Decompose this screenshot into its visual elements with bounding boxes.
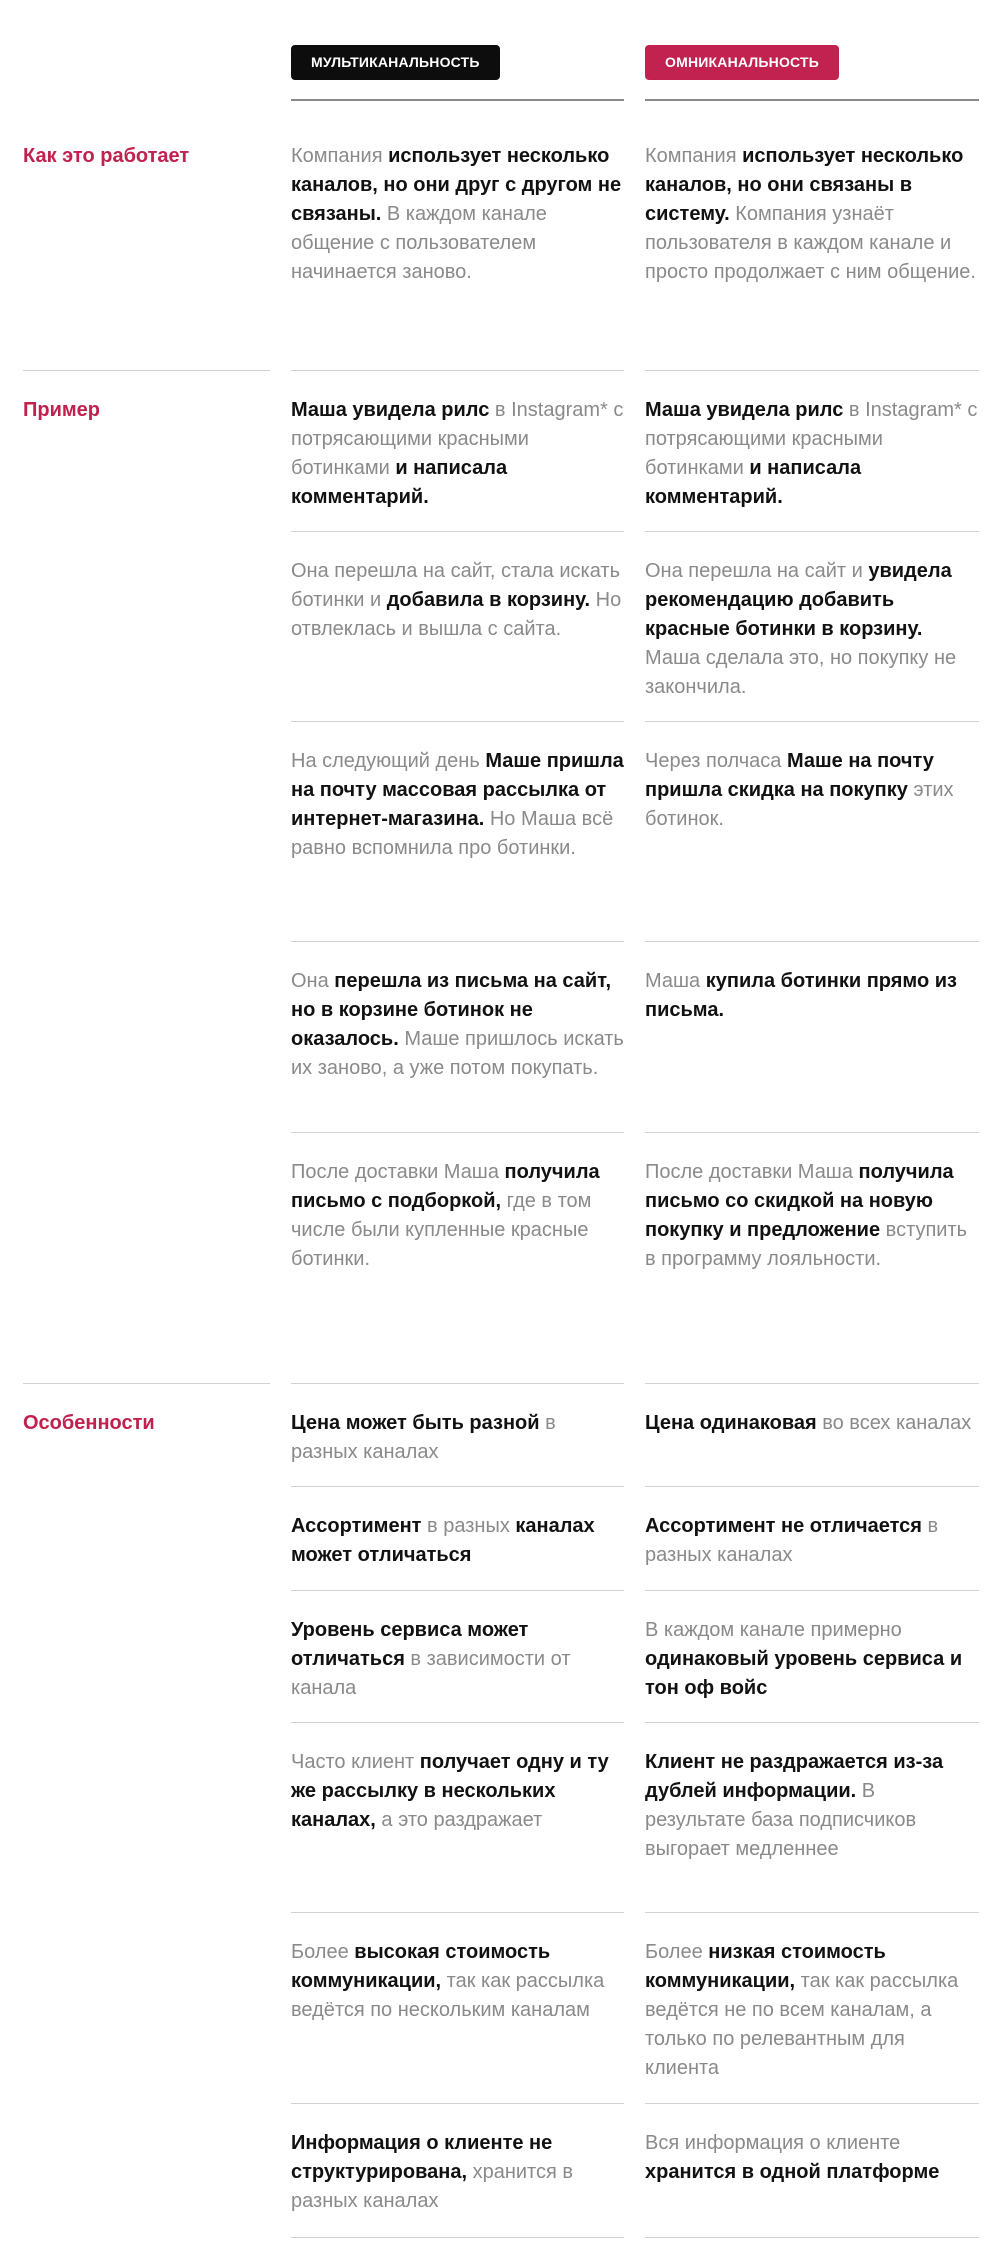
highlight-text: Ассортимент не отличается	[645, 1515, 922, 1537]
features-omnichannel-cell	[645, 1512, 981, 1570]
highlight-text: каналах может отличаться	[291, 1515, 595, 1566]
highlight-text: получает одну и ту же рассылку в нескольких каналах,	[291, 1751, 609, 1831]
body-text: Она перешла на сайт и	[645, 560, 869, 582]
omnichannel-header	[645, 45, 979, 101]
row-divider	[291, 2103, 624, 2104]
body-text: Компания узнаёт пользователя в каждом канале и просто продолжает с ним общение.	[645, 203, 976, 283]
example-multichannel-cell	[291, 1158, 627, 1274]
example-multichannel-cell	[291, 396, 627, 512]
features-omnichannel-cell	[645, 1938, 981, 2083]
features-multichannel-cell	[291, 1616, 627, 1703]
example-multichannel-cell	[291, 557, 627, 644]
body-text: В каждом канале общение с пользователем начинается заново.	[291, 203, 547, 283]
row-divider	[291, 1383, 624, 1384]
highlight-text: Ассортимент	[291, 1515, 422, 1537]
how-it-works-omnichannel-cell	[645, 142, 981, 287]
features-multichannel-cell	[291, 1512, 627, 1570]
row-divider	[291, 1132, 624, 1133]
highlight-text: и написала комментарий.	[291, 457, 508, 508]
features-omnichannel-cell	[645, 1748, 981, 1864]
highlight-text: Клиент не раздражается из-за дублей информации.	[645, 1751, 944, 1802]
row-divider	[291, 531, 624, 532]
example-omnichannel-cell	[645, 396, 981, 512]
highlight-text: купила ботинки прямо из письма.	[645, 970, 957, 1021]
body-text: Компания	[291, 145, 389, 167]
body-text: В каждом канале примерно	[645, 1619, 902, 1641]
highlight-text: Маше пришла на почту массовая рассылка от интернет-магазина.	[291, 750, 624, 830]
body-text: где в том числе были купленные красные ботинки.	[291, 1190, 592, 1270]
body-text: После доставки Маша	[291, 1161, 505, 1183]
body-text: Компания	[645, 145, 743, 167]
highlight-text: Цена одинаковая	[645, 1412, 817, 1434]
example-omnichannel-cell	[645, 1158, 981, 1274]
multichannel-header-divider	[291, 99, 624, 101]
body-text: в Instagram* с потрясающими красными ботинками	[645, 399, 978, 479]
omnichannel-badge: ОМНИКАНАЛЬНОСТЬ	[645, 45, 839, 80]
table-bottom-divider	[291, 2237, 624, 2238]
example-multichannel-cell	[291, 747, 627, 863]
section-divider	[23, 370, 270, 371]
features-section-title: Особенности	[23, 1412, 155, 1434]
row-divider	[291, 1486, 624, 1487]
row-divider	[645, 941, 979, 942]
multichannel-badge: МУЛЬТИКАНАЛЬНОСТЬ	[291, 45, 500, 80]
body-text: В результате база подписчиков выгорает медленнее	[645, 1780, 917, 1860]
row-divider	[645, 1590, 979, 1591]
row-divider	[291, 721, 624, 722]
body-text: в разных каналах	[291, 1412, 556, 1463]
row-divider	[291, 1590, 624, 1591]
highlight-text: низкая стоимость коммуникации,	[645, 1941, 886, 1992]
body-text: Но Маша всё равно вспомнила про ботинки.	[291, 808, 614, 859]
row-divider	[291, 941, 624, 942]
body-text: так как рассылка ведётся не по всем каналам, а только по релевантным для клиента	[645, 1970, 959, 2079]
features-omnichannel-cell	[645, 1616, 981, 1703]
highlight-text: Маша увидела рилс	[645, 399, 844, 421]
multichannel-header	[291, 45, 624, 101]
row-divider	[291, 370, 624, 371]
column-headers	[0, 45, 1000, 101]
body-text: Маше пришлось искать их заново, а уже потом покупать.	[291, 1028, 624, 1079]
row-divider	[645, 1722, 979, 1723]
row-divider	[645, 1132, 979, 1133]
highlight-text: Цена может быть разной	[291, 1412, 540, 1434]
highlight-text: увидела рекомендацию добавить красные ботинки в корзину.	[645, 560, 952, 640]
row-divider	[645, 1383, 979, 1384]
example-multichannel-cell	[291, 967, 627, 1083]
body-text: Маша сделала это, но покупку не закончила.	[645, 647, 957, 698]
row-divider	[645, 1912, 979, 1913]
body-text: в Instagram* с потрясающими красными ботинками	[291, 399, 624, 479]
features-multichannel-cell	[291, 1938, 627, 2025]
body-text: Более	[645, 1941, 709, 1963]
body-text: На следующий день	[291, 750, 486, 772]
body-text: Она перешла на сайт, стала искать ботинки и	[291, 560, 620, 611]
body-text: Вся информация о клиенте	[645, 2132, 901, 2154]
highlight-text: и написала комментарий.	[645, 457, 862, 508]
highlight-text: использует несколько каналов, но они связаны в систему.	[645, 145, 964, 225]
highlight-text: Уровень сервиса может отличаться	[291, 1619, 529, 1670]
body-text: во всех каналах	[816, 1412, 972, 1434]
body-text: этих ботинок.	[645, 779, 954, 830]
how-it-works-multichannel-cell	[291, 142, 627, 287]
body-text: в разных каналах	[645, 1515, 939, 1566]
body-text: в зависимости от канала	[291, 1648, 571, 1699]
body-text: Она	[291, 970, 335, 992]
highlight-text: Маше на почту пришла скидка на покупку	[645, 750, 934, 801]
body-text: так как рассылка ведётся по нескольким каналам	[291, 1970, 605, 2021]
body-text: в разных	[421, 1515, 516, 1537]
features-multichannel-cell	[291, 1748, 627, 1835]
row-divider	[645, 1486, 979, 1487]
highlight-text: добавила в корзину.	[386, 589, 591, 611]
features-omnichannel-cell	[645, 2129, 981, 2187]
example-omnichannel-cell	[645, 747, 981, 834]
table-bottom-divider	[645, 2237, 979, 2238]
highlight-text: Маша увидела рилс	[291, 399, 490, 421]
features-multichannel-cell	[291, 2129, 627, 2216]
body-text: Маша	[645, 970, 706, 992]
row-divider	[291, 1722, 624, 1723]
row-divider	[645, 531, 979, 532]
body-text: Но отвлеклась и вышла с сайта.	[291, 589, 622, 640]
highlight-text: одинаковый уровень сервиса и тон оф войс	[645, 1648, 963, 1699]
highlight-text: использует несколько каналов, но они друг с другом не связаны.	[291, 145, 622, 225]
row-divider	[645, 721, 979, 722]
example-omnichannel-cell	[645, 967, 981, 1025]
row-divider	[645, 370, 979, 371]
body-text: Через полчаса	[645, 750, 787, 772]
body-text: Часто клиент	[291, 1751, 420, 1773]
features-omnichannel-cell	[645, 1409, 981, 1438]
how-it-works-section-title: Как это работает	[23, 145, 190, 167]
body-text: Более	[291, 1941, 355, 1963]
highlight-text: высокая стоимость коммуникации,	[291, 1941, 551, 1992]
section-divider	[23, 1383, 270, 1384]
highlight-text: получила письмо с подборкой,	[291, 1161, 600, 1212]
example-omnichannel-cell	[645, 557, 981, 702]
highlight-text: хранится в одной платформе	[645, 2161, 940, 2183]
body-text: хранится в разных каналах	[291, 2161, 573, 2212]
body-text: После доставки Маша	[645, 1161, 859, 1183]
example-section-title: Пример	[23, 399, 101, 421]
highlight-text: Информация о клиенте не структурирована,	[291, 2132, 553, 2183]
omnichannel-header-divider	[645, 99, 979, 101]
highlight-text: получила письмо со скидкой на новую покупку и предложение	[645, 1161, 954, 1241]
highlight-text: перешла из письма на сайт, но в корзине ботинок не оказалось.	[291, 970, 612, 1050]
body-text: а это раздражает	[375, 1809, 543, 1831]
features-multichannel-cell	[291, 1409, 627, 1467]
row-divider	[291, 1912, 624, 1913]
body-text: вступить в программу лояльности.	[645, 1219, 968, 1270]
row-divider	[645, 2103, 979, 2104]
